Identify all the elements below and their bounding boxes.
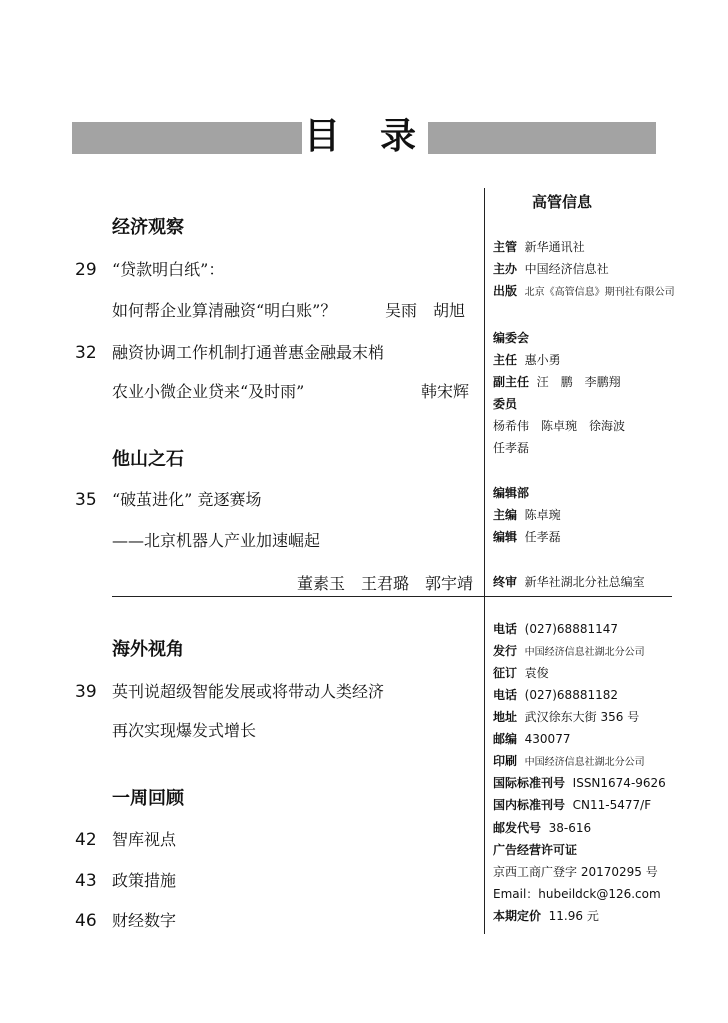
entry-title: 财经数字 bbox=[112, 911, 177, 930]
entry-title: 智库视点 bbox=[112, 830, 177, 849]
entry-subtitle: 农业小微企业贷来“及时雨” bbox=[112, 382, 305, 401]
entry-page-number: 39 bbox=[75, 682, 97, 702]
masthead-line: 编委会 bbox=[493, 331, 530, 345]
masthead-title: 高管信息 bbox=[532, 193, 593, 211]
masthead-line: 广告经营许可证 bbox=[493, 843, 578, 857]
title-bar-left bbox=[72, 122, 302, 154]
masthead-line: 电话 (027)68881182 bbox=[493, 688, 619, 702]
entry-page-number: 35 bbox=[75, 490, 97, 510]
entry-page-number: 32 bbox=[75, 343, 97, 363]
masthead-line: 发行 中国经济信息社湖北分公司 bbox=[493, 644, 645, 658]
entry-subtitle: 如何帮企业算清融资“明白账”？ bbox=[112, 301, 337, 320]
masthead-line: 主任 惠小勇 bbox=[493, 353, 561, 367]
entry-title: “破茧进化” 竞逐赛场 bbox=[112, 490, 262, 509]
masthead-line: 国际标准刊号 ISSN1674-9626 bbox=[493, 776, 666, 790]
entry-author: 吴雨 胡旭 bbox=[385, 301, 466, 320]
author-rule bbox=[112, 596, 672, 597]
masthead-line: Email：hubeildck@126.com bbox=[493, 887, 661, 901]
masthead-line: 副主任 汪 鹏 李鹏翔 bbox=[493, 375, 621, 389]
masthead-line: 京西工商广登字 20170295 号 bbox=[493, 865, 658, 879]
masthead-line: 任孝磊 bbox=[493, 441, 530, 455]
entry-author: 董素玉 王君璐 郭宇靖 bbox=[297, 574, 474, 593]
title-bar-right bbox=[428, 122, 656, 154]
entry-title: “贷款明白纸”： bbox=[112, 260, 225, 279]
masthead-line: 本期定价 11.96 元 bbox=[493, 909, 599, 923]
entry-title: 融资协调工作机制打通普惠金融最末梢 bbox=[112, 343, 385, 362]
entry-page-number: 29 bbox=[75, 260, 97, 280]
masthead-line: 地址 武汉徐东大街 356 号 bbox=[493, 710, 640, 724]
masthead-line: 邮发代号 38-616 bbox=[493, 821, 592, 835]
masthead-line: 编辑部 bbox=[493, 486, 530, 500]
masthead-line: 国内标准刊号 CN11-5477/F bbox=[493, 798, 652, 812]
entry-page-number: 42 bbox=[75, 830, 97, 850]
entry-subtitle: 再次实现爆发式增长 bbox=[112, 721, 257, 740]
masthead-line: 编辑 任孝磊 bbox=[493, 530, 561, 544]
column-divider bbox=[484, 188, 485, 934]
entry-page-number: 43 bbox=[75, 871, 97, 891]
masthead-line: 杨希伟 陈卓琬 徐海波 bbox=[493, 419, 626, 433]
masthead-line: 电话 (027)68881147 bbox=[493, 622, 619, 636]
page-title: 目 录 bbox=[304, 116, 419, 157]
section-heading: 他山之石 bbox=[112, 449, 184, 470]
section-heading: 海外视角 bbox=[112, 639, 184, 660]
section-heading: 经济观察 bbox=[112, 217, 184, 238]
masthead-line: 委员 bbox=[493, 397, 518, 411]
masthead-line: 出版 北京《高管信息》期刊社有限公司 bbox=[493, 284, 675, 298]
masthead-line: 邮编 430077 bbox=[493, 732, 571, 746]
entry-title: 政策措施 bbox=[112, 871, 177, 890]
entry-author: 韩宋辉 bbox=[421, 382, 470, 401]
entry-page-number: 46 bbox=[75, 911, 97, 931]
masthead-line: 印刷 中国经济信息社湖北分公司 bbox=[493, 754, 645, 768]
masthead-line: 主编 陈卓琬 bbox=[493, 508, 561, 522]
entry-subtitle: ——北京机器人产业加速崛起 bbox=[112, 531, 321, 550]
masthead-line: 征订 袁俊 bbox=[493, 666, 549, 680]
masthead-line: 终审 新华社湖北分社总编室 bbox=[493, 575, 645, 589]
masthead-line: 主管 新华通讯社 bbox=[493, 240, 585, 254]
entry-title: 英刊说超级智能发展或将带动人类经济 bbox=[112, 682, 385, 701]
section-heading: 一周回顾 bbox=[112, 788, 184, 809]
masthead-line: 主办 中国经济信息社 bbox=[493, 262, 609, 276]
